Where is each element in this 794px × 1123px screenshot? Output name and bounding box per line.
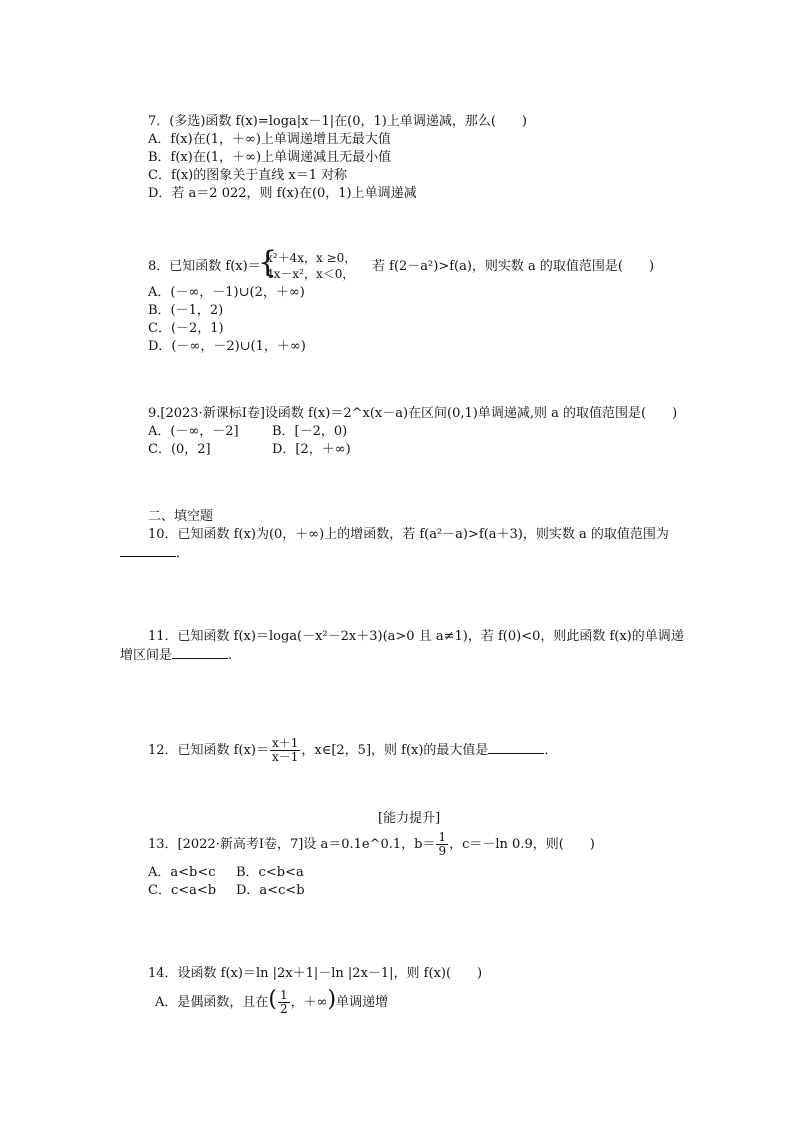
q11-answer-blank[interactable] bbox=[172, 646, 228, 659]
q14-fraction-numerator: 1 bbox=[279, 988, 288, 1002]
q12-fraction-denominator: x－1 bbox=[271, 750, 299, 764]
q8-option-a: A．(－∞，－1)∪(2，＋∞) bbox=[148, 285, 305, 300]
q13-option-b: B．c<b<a bbox=[236, 865, 304, 880]
q11-line-2 bbox=[120, 646, 232, 665]
q8-piece-2: 4x－x²，x＜0， bbox=[266, 267, 355, 281]
q9-option-c: C．(0，2] bbox=[148, 442, 211, 457]
q10-answer-blank[interactable] bbox=[120, 544, 176, 557]
q13-prefix: 13．[2022·新高考Ⅰ卷，7]设 a＝0.1e^0.1，b＝ bbox=[148, 837, 436, 852]
q14-option-a-suffix: 单调递增 bbox=[336, 995, 389, 1010]
q8-left-brace: { bbox=[258, 245, 278, 280]
q11-line-1: 11．已知函数 f(x)＝loga(－x²－2x＋3)(a>0 且 a≠1)，若 f(0)<0，则此函数 f(x)的单调递 bbox=[148, 629, 684, 644]
q12-fraction-numerator: x＋1 bbox=[271, 736, 299, 750]
q12-suffix: ，x∈[2，5]，则 f(x)的最大值是 bbox=[301, 743, 489, 758]
q14-fraction bbox=[278, 989, 290, 1016]
q9-option-d: D．[2，＋∞) bbox=[272, 442, 351, 457]
q14-interval-tail: ，＋∞ bbox=[290, 995, 328, 1010]
q13-option-a: A．a<b<c bbox=[148, 865, 216, 880]
q11-period: . bbox=[228, 648, 233, 663]
section-title-fill-in: 二、填空题 bbox=[148, 509, 214, 524]
q10-line-2 bbox=[120, 544, 189, 563]
q8-option-c: C．(－2，1) bbox=[148, 321, 224, 336]
q13-fraction bbox=[436, 831, 448, 858]
q12-prefix: 12．已知函数 f(x)＝ bbox=[148, 743, 269, 758]
q8-option-b: B．(－1，2) bbox=[148, 303, 224, 318]
q12-answer-blank[interactable] bbox=[488, 741, 544, 754]
q14-stem: 14．设函数 f(x)＝ln |2x＋1|－ln |2x－1|，则 f(x)( ) bbox=[148, 966, 483, 981]
q13-fraction-numerator: 1 bbox=[438, 830, 447, 844]
q10-period: ． bbox=[176, 546, 190, 561]
q7-stem: 7．(多选)函数 f(x)=loga|x－1|在(0，1)上单调递减，那么( ) bbox=[148, 114, 527, 129]
q13-suffix: ，c＝－ln 0.9，则( ) bbox=[449, 837, 595, 852]
q10-line-1: 10．已知函数 f(x)为(0，＋∞)上的增函数，若 f(a²－a)>f(a＋3)，则实数 a 的取值范围为 bbox=[148, 527, 669, 542]
q12-line bbox=[148, 736, 557, 766]
q8-suffix: 若 f(2－a²)>f(a)，则实数 a 的取值范围是( ) bbox=[372, 259, 655, 274]
q12-period: ． bbox=[544, 743, 558, 758]
q9-option-a: A．(－∞，－2] bbox=[148, 424, 239, 439]
q7-option-d: D．若 a＝2 022，则 f(x)在(0，1)上单调递减 bbox=[148, 186, 417, 201]
section-title-advanced: [能力提升] bbox=[378, 811, 441, 826]
q14-left-paren: ( bbox=[268, 987, 277, 1012]
q14-option-a-prefix: A．是偶函数，且在 bbox=[155, 995, 269, 1010]
q8-option-d: D．(－∞，－2)∪(1，＋∞) bbox=[148, 339, 306, 354]
q14-right-paren: ) bbox=[327, 987, 337, 1012]
q14-option-a bbox=[155, 985, 388, 1018]
q14-fraction-denominator: 2 bbox=[279, 1002, 288, 1016]
q8-piece-1: x²＋4x，x ≥0， bbox=[266, 251, 357, 265]
q9-option-b: B．[－2，0) bbox=[272, 424, 348, 439]
q13-line bbox=[148, 830, 595, 860]
q7-option-a: A．f(x)在(1，＋∞)上单调递增且无最大值 bbox=[148, 132, 391, 147]
q7-option-c: C．f(x)的图象关于直线 x＝1 对称 bbox=[148, 168, 348, 183]
q12-fraction bbox=[270, 737, 300, 764]
q9-stem: 9.[2023·新课标Ⅰ卷]设函数 f(x)＝2^x(x－a)在区间(0,1)单调递减,则 a 的取值范围是( ) bbox=[148, 406, 678, 421]
q8-prefix: 8．已知函数 f(x)＝ bbox=[148, 259, 261, 274]
q13-fraction-denominator: 9 bbox=[438, 844, 447, 858]
q7-option-b: B．f(x)在(1，＋∞)上单调递减且无最小值 bbox=[148, 150, 392, 165]
q11-line-2-text: 增区间是 bbox=[120, 648, 173, 663]
q13-option-d: D．a<c<b bbox=[236, 883, 305, 898]
q13-option-c: C．c<a<b bbox=[148, 883, 217, 898]
